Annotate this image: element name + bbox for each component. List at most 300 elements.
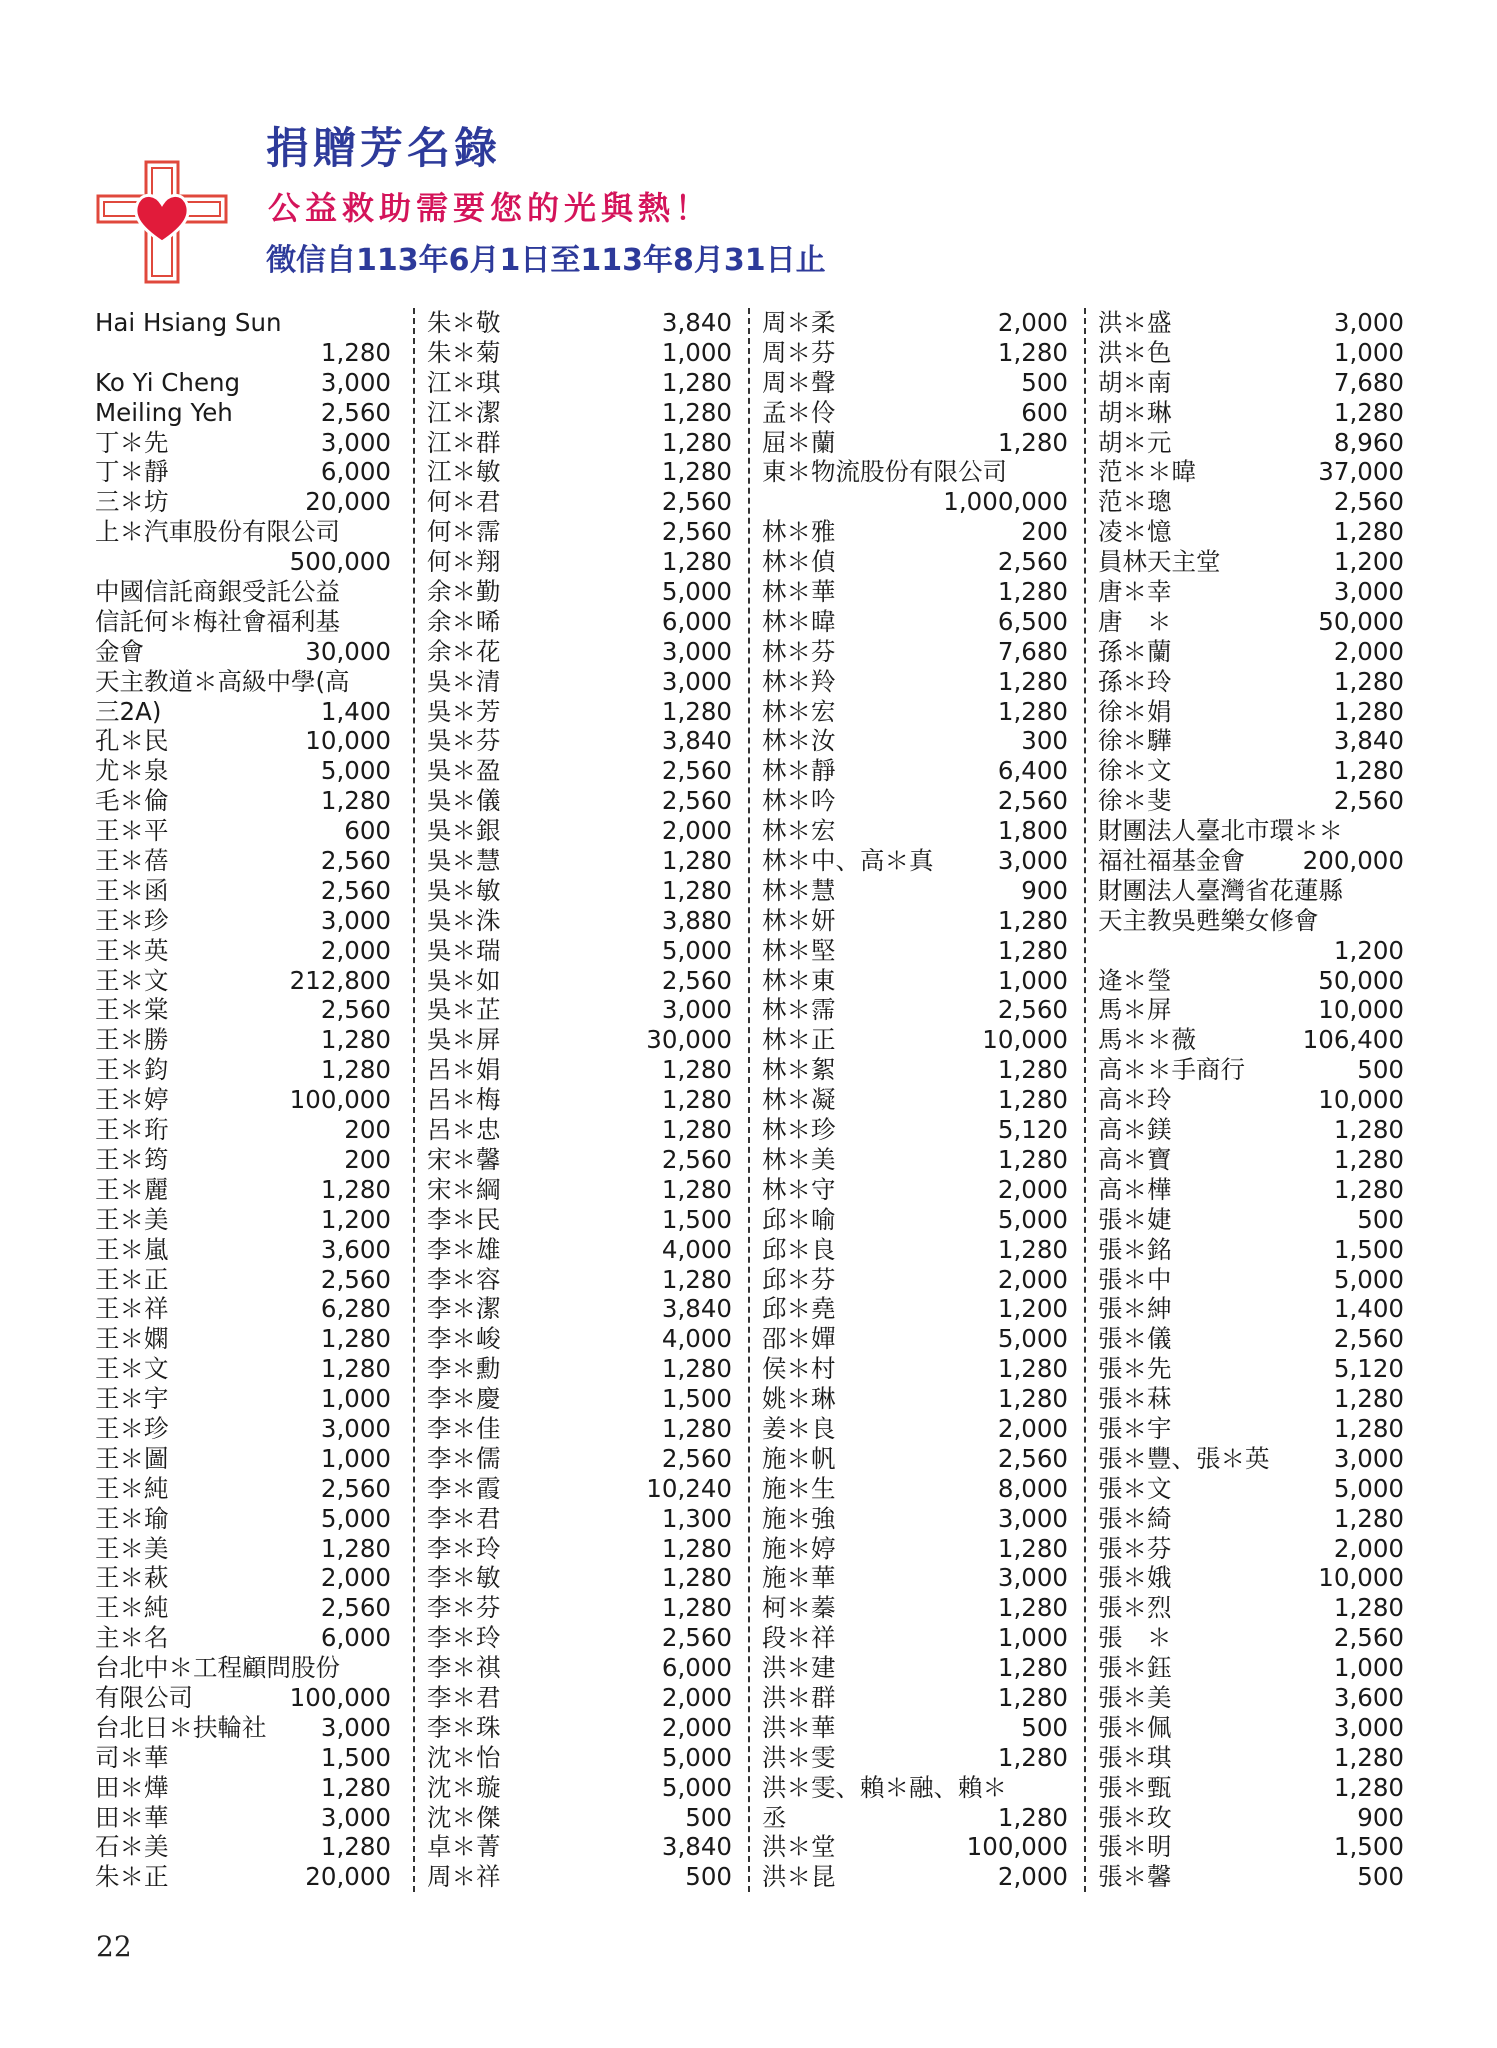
donation-amount: 1,280 bbox=[661, 1354, 732, 1384]
donation-amount: 5,000 bbox=[661, 1772, 732, 1802]
donor-entry bbox=[750, 1593, 1068, 1623]
donor-entry bbox=[415, 487, 732, 517]
donation-amount: 5,000 bbox=[997, 1324, 1068, 1354]
donor-entry bbox=[95, 697, 391, 727]
donor-entry bbox=[95, 816, 391, 846]
donor-entry bbox=[415, 1444, 732, 1474]
donation-amount: 1,280 bbox=[320, 337, 391, 367]
donor-entry bbox=[1086, 1474, 1404, 1504]
donation-amount: 900 bbox=[1021, 875, 1068, 905]
donation-amount: 1,280 bbox=[997, 1055, 1068, 1085]
donation-amount: 200 bbox=[1021, 517, 1068, 547]
donor-entry bbox=[750, 607, 1068, 637]
donor-name: 吳＊瑞 bbox=[427, 935, 501, 965]
donor-name: 林＊偵 bbox=[762, 547, 836, 577]
donor-entry bbox=[1086, 1832, 1404, 1862]
donor-entry bbox=[95, 906, 391, 936]
donor-entry bbox=[95, 1414, 391, 1444]
donation-amount: 1,280 bbox=[661, 1174, 732, 1204]
donation-amount: 1,400 bbox=[1333, 1294, 1404, 1324]
donor-name: 何＊君 bbox=[427, 487, 501, 517]
donor-entry bbox=[750, 1205, 1068, 1235]
donation-amount: 2,560 bbox=[661, 517, 732, 547]
donor-name: 孫＊蘭 bbox=[1098, 636, 1172, 666]
donor-entry bbox=[95, 726, 391, 756]
donor-name: 侯＊村 bbox=[762, 1354, 836, 1384]
donor-entry bbox=[1086, 547, 1404, 577]
donation-amount: 1,280 bbox=[997, 1593, 1068, 1623]
donor-entry bbox=[750, 577, 1068, 607]
donor-name: 朱＊正 bbox=[95, 1862, 169, 1892]
donor-entry bbox=[95, 1145, 391, 1175]
donor-name: 林＊東 bbox=[762, 965, 836, 995]
donor-name: 張＊馨 bbox=[1098, 1862, 1172, 1892]
donor-name: 唐＊幸 bbox=[1098, 577, 1172, 607]
donor-name: 吳＊芬 bbox=[427, 726, 501, 756]
donor-name: 丁＊先 bbox=[95, 427, 169, 457]
donor-name: 王＊瑜 bbox=[95, 1503, 169, 1533]
donation-amount: 1,280 bbox=[320, 1324, 391, 1354]
donor-entry bbox=[1086, 1683, 1404, 1713]
donor-entry bbox=[95, 1773, 391, 1803]
donor-entry bbox=[95, 1085, 391, 1115]
donor-entry bbox=[95, 1504, 391, 1534]
donor-entry bbox=[750, 1474, 1068, 1504]
donation-amount: 200 bbox=[344, 1144, 391, 1174]
donor-name: 財團法人臺灣省花蓮縣 bbox=[1098, 875, 1343, 905]
donor-name: 丁＊靜 bbox=[95, 457, 169, 487]
donor-name: 徐＊斐 bbox=[1098, 786, 1172, 816]
donation-amount: 2,560 bbox=[661, 1144, 732, 1174]
donor-name: 天主教道＊高級中學(高 bbox=[95, 666, 350, 696]
donor-name: 江＊潔 bbox=[427, 397, 501, 427]
donor-entry bbox=[415, 428, 732, 458]
donor-name: 洪＊雯、賴＊融、賴＊ bbox=[762, 1772, 1007, 1802]
donor-name: 邱＊良 bbox=[762, 1234, 836, 1264]
donor-entry bbox=[415, 1563, 732, 1593]
donor-name: 高＊鎂 bbox=[1098, 1115, 1172, 1145]
donor-name: 吳＊盈 bbox=[427, 756, 501, 786]
donation-amount: 5,000 bbox=[661, 935, 732, 965]
donor-name: 余＊花 bbox=[427, 636, 501, 666]
donor-entry bbox=[95, 1803, 391, 1833]
donation-amount: 1,280 bbox=[1333, 1115, 1404, 1145]
donor-entry bbox=[95, 1115, 391, 1145]
donor-entry bbox=[750, 398, 1068, 428]
donor-entry bbox=[415, 966, 732, 996]
donor-name: 林＊美 bbox=[762, 1144, 836, 1174]
donation-amount: 2,560 bbox=[320, 1264, 391, 1294]
donation-amount: 1,280 bbox=[997, 337, 1068, 367]
donation-amount: 100,000 bbox=[289, 1682, 391, 1712]
donor-entry bbox=[415, 517, 732, 547]
donation-amount: 1,280 bbox=[661, 547, 732, 577]
donation-amount: 1,280 bbox=[661, 427, 732, 457]
donation-amount: 6,000 bbox=[320, 1623, 391, 1653]
donation-amount: 3,000 bbox=[320, 427, 391, 457]
donation-amount: 1,280 bbox=[661, 457, 732, 487]
donor-entry bbox=[1086, 697, 1404, 727]
donation-amount: 5,000 bbox=[997, 1204, 1068, 1234]
donor-entry bbox=[415, 1653, 732, 1683]
donation-amount: 3,880 bbox=[661, 905, 732, 935]
donor-entry bbox=[415, 1235, 732, 1265]
donor-entry bbox=[750, 428, 1068, 458]
donation-amount: 2,000 bbox=[997, 1413, 1068, 1443]
donor-entry bbox=[750, 1414, 1068, 1444]
donor-entry bbox=[750, 1055, 1068, 1085]
donation-amount: 2,000 bbox=[997, 1264, 1068, 1294]
donor-entry bbox=[415, 1384, 732, 1414]
donation-amount: 1,200 bbox=[997, 1294, 1068, 1324]
donor-name: 張＊紳 bbox=[1098, 1294, 1172, 1324]
donation-amount: 1,280 bbox=[997, 427, 1068, 457]
donation-amount: 10,000 bbox=[982, 1025, 1068, 1055]
donation-amount: 500 bbox=[1357, 1055, 1404, 1085]
donor-entry bbox=[750, 1534, 1068, 1564]
donor-entry bbox=[1086, 1205, 1404, 1235]
donor-name: 洪＊建 bbox=[762, 1653, 836, 1683]
donor-entry bbox=[95, 308, 391, 338]
donor-name: 李＊容 bbox=[427, 1264, 501, 1294]
donor-name: 周＊祥 bbox=[427, 1862, 501, 1892]
donor-name: 姜＊良 bbox=[762, 1413, 836, 1443]
donor-name: 王＊棠 bbox=[95, 995, 169, 1025]
donor-name: 邱＊喻 bbox=[762, 1204, 836, 1234]
donor-entry bbox=[1086, 398, 1404, 428]
donor-entry bbox=[415, 308, 732, 338]
donation-amount: 1,280 bbox=[661, 875, 732, 905]
donor-name: 王＊美 bbox=[95, 1204, 169, 1234]
donation-amount: 1,280 bbox=[320, 1055, 391, 1085]
donation-amount: 1,280 bbox=[661, 846, 732, 876]
donor-entry bbox=[1086, 1862, 1404, 1892]
donation-amount: 1,000 bbox=[320, 1443, 391, 1473]
donation-amount: 500 bbox=[1357, 1862, 1404, 1892]
donation-amount: 2,560 bbox=[1333, 1623, 1404, 1653]
donor-entry bbox=[415, 1713, 732, 1743]
donor-name: 吳＊芳 bbox=[427, 696, 501, 726]
donor-entry bbox=[750, 1025, 1068, 1055]
donor-name: 李＊君 bbox=[427, 1503, 501, 1533]
donation-amount: 3,000 bbox=[1333, 577, 1404, 607]
donor-name: 王＊文 bbox=[95, 965, 169, 995]
donor-name: 王＊鈞 bbox=[95, 1055, 169, 1085]
donation-amount: 500 bbox=[1021, 367, 1068, 397]
donation-amount: 1,280 bbox=[320, 1772, 391, 1802]
donor-name: 張＊宇 bbox=[1098, 1413, 1172, 1443]
donor-name: 宋＊馨 bbox=[427, 1144, 501, 1174]
donation-amount: 2,000 bbox=[1333, 1533, 1404, 1563]
donor-entry bbox=[95, 487, 391, 517]
donor-name: Meiling Yeh bbox=[95, 397, 233, 427]
donor-entry bbox=[415, 906, 732, 936]
donor-name: 唐 ＊ bbox=[1098, 606, 1172, 636]
donation-amount: 1,280 bbox=[997, 1533, 1068, 1563]
donor-entry bbox=[95, 428, 391, 458]
donor-name: 沈＊璇 bbox=[427, 1772, 501, 1802]
donation-amount: 2,560 bbox=[997, 786, 1068, 816]
donor-entry bbox=[1086, 1444, 1404, 1474]
donation-amount: 1,280 bbox=[661, 1563, 732, 1593]
donor-entry bbox=[95, 1563, 391, 1593]
donation-amount: 1,280 bbox=[320, 786, 391, 816]
donation-amount: 1,000 bbox=[997, 965, 1068, 995]
donor-name: 林＊堅 bbox=[762, 935, 836, 965]
donation-amount: 1,280 bbox=[1333, 1593, 1404, 1623]
donor-entry bbox=[415, 1803, 732, 1833]
donor-entry bbox=[750, 876, 1068, 906]
donation-amount: 5,120 bbox=[1333, 1354, 1404, 1384]
donation-amount: 6,000 bbox=[661, 1653, 732, 1683]
donor-entry bbox=[95, 876, 391, 906]
donor-name: 洪＊群 bbox=[762, 1682, 836, 1712]
donor-name: 吳＊銀 bbox=[427, 816, 501, 846]
donor-name: 王＊嫻 bbox=[95, 1324, 169, 1354]
donor-entry bbox=[415, 816, 732, 846]
donor-name: 林＊正 bbox=[762, 1025, 836, 1055]
donor-entry bbox=[1086, 1384, 1404, 1414]
donation-amount: 10,240 bbox=[646, 1473, 732, 1503]
donor-name: 財團法人臺北市環＊＊ bbox=[1098, 816, 1343, 846]
donation-amount: 3,840 bbox=[1333, 726, 1404, 756]
donor-entry bbox=[1086, 966, 1404, 996]
donation-amount: 10,000 bbox=[305, 726, 391, 756]
donor-entry bbox=[95, 457, 391, 487]
donor-name: 周＊聲 bbox=[762, 367, 836, 397]
donation-amount: 500,000 bbox=[289, 547, 391, 577]
donor-entry bbox=[415, 936, 732, 966]
donor-name: 毛＊倫 bbox=[95, 786, 169, 816]
donor-entry bbox=[750, 1384, 1068, 1414]
donor-name: 李＊君 bbox=[427, 1682, 501, 1712]
donor-name: 王＊文 bbox=[95, 1354, 169, 1384]
donor-name: 林＊霈 bbox=[762, 995, 836, 1025]
donor-name: 孫＊玲 bbox=[1098, 666, 1172, 696]
donor-name: 李＊祺 bbox=[427, 1653, 501, 1683]
donor-name: 洪＊昆 bbox=[762, 1862, 836, 1892]
donor-name: 李＊霞 bbox=[427, 1473, 501, 1503]
donor-entry bbox=[415, 1862, 732, 1892]
donor-name: 馬＊＊薇 bbox=[1098, 1025, 1196, 1055]
donor-entry bbox=[415, 338, 732, 368]
donation-amount: 1,280 bbox=[320, 1174, 391, 1204]
donor-name: 吳＊敏 bbox=[427, 875, 501, 905]
donation-amount: 3,000 bbox=[1333, 1712, 1404, 1742]
donation-amount: 2,560 bbox=[320, 995, 391, 1025]
donor-entry bbox=[95, 547, 391, 577]
donor-entry bbox=[750, 936, 1068, 966]
donation-amount: 3,000 bbox=[320, 367, 391, 397]
donor-name: 高＊＊手商行 bbox=[1098, 1055, 1245, 1085]
donation-amount: 1,280 bbox=[1333, 1174, 1404, 1204]
donor-entry bbox=[415, 1265, 732, 1295]
donor-entry bbox=[1086, 577, 1404, 607]
donor-name: 尤＊泉 bbox=[95, 756, 169, 786]
donor-name: Ko Yi Cheng bbox=[95, 367, 241, 397]
donor-entry bbox=[415, 786, 732, 816]
page-title: 捐贈芳名錄 bbox=[266, 124, 501, 174]
donor-name: 徐＊娟 bbox=[1098, 696, 1172, 726]
donation-amount: 3,600 bbox=[1333, 1682, 1404, 1712]
donor-entry bbox=[1086, 1593, 1404, 1623]
donor-name: 王＊函 bbox=[95, 875, 169, 905]
donor-name: 邱＊堯 bbox=[762, 1294, 836, 1324]
donor-entry bbox=[415, 1354, 732, 1384]
donor-name: 吳＊芷 bbox=[427, 995, 501, 1025]
donor-name: 施＊帆 bbox=[762, 1443, 836, 1473]
donor-name: 李＊佳 bbox=[427, 1413, 501, 1443]
donor-name: 林＊吟 bbox=[762, 786, 836, 816]
donor-name: 林＊汝 bbox=[762, 726, 836, 756]
donor-entry bbox=[1086, 816, 1404, 846]
donor-name: 胡＊琳 bbox=[1098, 397, 1172, 427]
donor-entry bbox=[750, 1803, 1068, 1833]
donor-name: 林＊凝 bbox=[762, 1085, 836, 1115]
donation-amount: 5,000 bbox=[661, 577, 732, 607]
donation-amount: 2,560 bbox=[661, 487, 732, 517]
donation-amount: 4,000 bbox=[661, 1324, 732, 1354]
donor-name: 洪＊盛 bbox=[1098, 308, 1172, 337]
donor-name: 凌＊憶 bbox=[1098, 517, 1172, 547]
donor-name: 江＊群 bbox=[427, 427, 501, 457]
donation-amount: 2,560 bbox=[661, 965, 732, 995]
donor-name: 張＊佩 bbox=[1098, 1712, 1172, 1742]
donation-amount: 2,560 bbox=[661, 1623, 732, 1653]
donation-amount: 3,000 bbox=[661, 636, 732, 666]
donor-name: 張＊中 bbox=[1098, 1264, 1172, 1294]
donation-amount: 2,560 bbox=[661, 1443, 732, 1473]
donor-name: 張＊儀 bbox=[1098, 1324, 1172, 1354]
donation-amount: 1,280 bbox=[320, 1832, 391, 1862]
donor-name: 林＊中、高＊真 bbox=[762, 846, 934, 876]
donor-entry bbox=[95, 1265, 391, 1295]
donor-name: 王＊婷 bbox=[95, 1085, 169, 1115]
donation-amount: 1,280 bbox=[997, 935, 1068, 965]
donation-amount: 100,000 bbox=[289, 1085, 391, 1115]
donor-name: 三＊坊 bbox=[95, 487, 169, 517]
donation-amount: 1,280 bbox=[1333, 756, 1404, 786]
donation-amount: 5,000 bbox=[1333, 1473, 1404, 1503]
donor-entry bbox=[750, 1085, 1068, 1115]
donor-entry bbox=[415, 577, 732, 607]
donor-entry bbox=[750, 756, 1068, 786]
donor-entry bbox=[415, 547, 732, 577]
donation-amount: 50,000 bbox=[1318, 965, 1404, 995]
donor-entry bbox=[750, 1773, 1068, 1803]
donor-name: 丞 bbox=[762, 1802, 787, 1832]
donation-amount: 3,000 bbox=[661, 666, 732, 696]
donor-entry bbox=[415, 1175, 732, 1205]
donor-entry bbox=[750, 1294, 1068, 1324]
donor-name: 李＊玲 bbox=[427, 1533, 501, 1563]
donation-amount: 3,000 bbox=[320, 1802, 391, 1832]
donor-entry bbox=[750, 816, 1068, 846]
donor-name: 林＊絮 bbox=[762, 1055, 836, 1085]
donation-amount: 37,000 bbox=[1318, 457, 1404, 487]
donor-name: 洪＊雯 bbox=[762, 1742, 836, 1772]
donor-entry bbox=[1086, 1235, 1404, 1265]
donor-entry bbox=[1086, 428, 1404, 458]
donation-amount: 1,000,000 bbox=[943, 487, 1068, 517]
donation-amount: 10,000 bbox=[1318, 1085, 1404, 1115]
donor-entry bbox=[750, 487, 1068, 517]
donation-amount: 2,000 bbox=[1333, 636, 1404, 666]
donor-name: 孟＊伶 bbox=[762, 397, 836, 427]
donation-amount: 500 bbox=[685, 1802, 732, 1832]
donation-amount: 4,000 bbox=[661, 1234, 732, 1264]
donor-entry bbox=[95, 1743, 391, 1773]
donor-entry bbox=[1086, 1504, 1404, 1534]
donation-amount: 6,000 bbox=[661, 606, 732, 636]
donor-name: 東＊物流股份有限公司 bbox=[762, 457, 1007, 487]
donor-name: 王＊美 bbox=[95, 1533, 169, 1563]
donor-entry bbox=[415, 1205, 732, 1235]
donor-name: 司＊華 bbox=[95, 1742, 169, 1772]
donation-amount: 3,000 bbox=[1333, 1443, 1404, 1473]
donor-name: 余＊晞 bbox=[427, 606, 501, 636]
donor-name: 周＊芬 bbox=[762, 337, 836, 367]
donation-amount: 1,280 bbox=[661, 1115, 732, 1145]
donor-entry bbox=[750, 1115, 1068, 1145]
donor-entry bbox=[95, 637, 391, 667]
donor-entry bbox=[750, 846, 1068, 876]
donation-amount: 1,000 bbox=[320, 1384, 391, 1414]
donation-amount: 2,000 bbox=[997, 308, 1068, 337]
donation-amount: 8,000 bbox=[997, 1473, 1068, 1503]
donor-name: 張＊豐、張＊英 bbox=[1098, 1443, 1270, 1473]
donor-name: 天主教吳甦樂女修會 bbox=[1098, 905, 1319, 935]
donor-name: 屈＊蘭 bbox=[762, 427, 836, 457]
donation-amount: 2,560 bbox=[997, 1443, 1068, 1473]
donor-name: 王＊英 bbox=[95, 935, 169, 965]
donation-amount: 300 bbox=[1021, 726, 1068, 756]
donor-name: 施＊華 bbox=[762, 1563, 836, 1593]
donor-entry bbox=[1086, 1324, 1404, 1354]
donor-name: 余＊勤 bbox=[427, 577, 501, 607]
donor-entry bbox=[95, 1862, 391, 1892]
donor-entry bbox=[95, 1384, 391, 1414]
donation-amount: 1,280 bbox=[997, 1234, 1068, 1264]
donation-amount: 8,960 bbox=[1333, 427, 1404, 457]
donor-name: 王＊麗 bbox=[95, 1174, 169, 1204]
donation-amount: 500 bbox=[685, 1862, 732, 1892]
donor-entry bbox=[750, 368, 1068, 398]
donor-entry bbox=[415, 1145, 732, 1175]
donor-name: 福社福基金會 bbox=[1098, 846, 1245, 876]
donation-amount: 1,280 bbox=[661, 696, 732, 726]
donor-name: 張＊芬 bbox=[1098, 1533, 1172, 1563]
donation-amount: 1,280 bbox=[1333, 696, 1404, 726]
page-number: 22 bbox=[96, 1930, 132, 1963]
donor-entry bbox=[1086, 786, 1404, 816]
donation-amount: 6,400 bbox=[997, 756, 1068, 786]
donor-entry bbox=[750, 517, 1068, 547]
donor-entry bbox=[95, 1653, 391, 1683]
donor-entry bbox=[415, 1832, 732, 1862]
donation-amount: 1,280 bbox=[661, 1593, 732, 1623]
donor-name: 柯＊蓁 bbox=[762, 1593, 836, 1623]
donor-name: 王＊勝 bbox=[95, 1025, 169, 1055]
donor-name: 信託何＊梅社會福利基 bbox=[95, 606, 340, 636]
donation-amount: 1,280 bbox=[320, 1025, 391, 1055]
donor-entry bbox=[95, 1235, 391, 1265]
donor-name: 江＊琪 bbox=[427, 367, 501, 397]
donor-entry bbox=[1086, 756, 1404, 786]
donation-amount: 3,000 bbox=[997, 1503, 1068, 1533]
donor-entry bbox=[415, 876, 732, 906]
donor-name: 江＊敏 bbox=[427, 457, 501, 487]
